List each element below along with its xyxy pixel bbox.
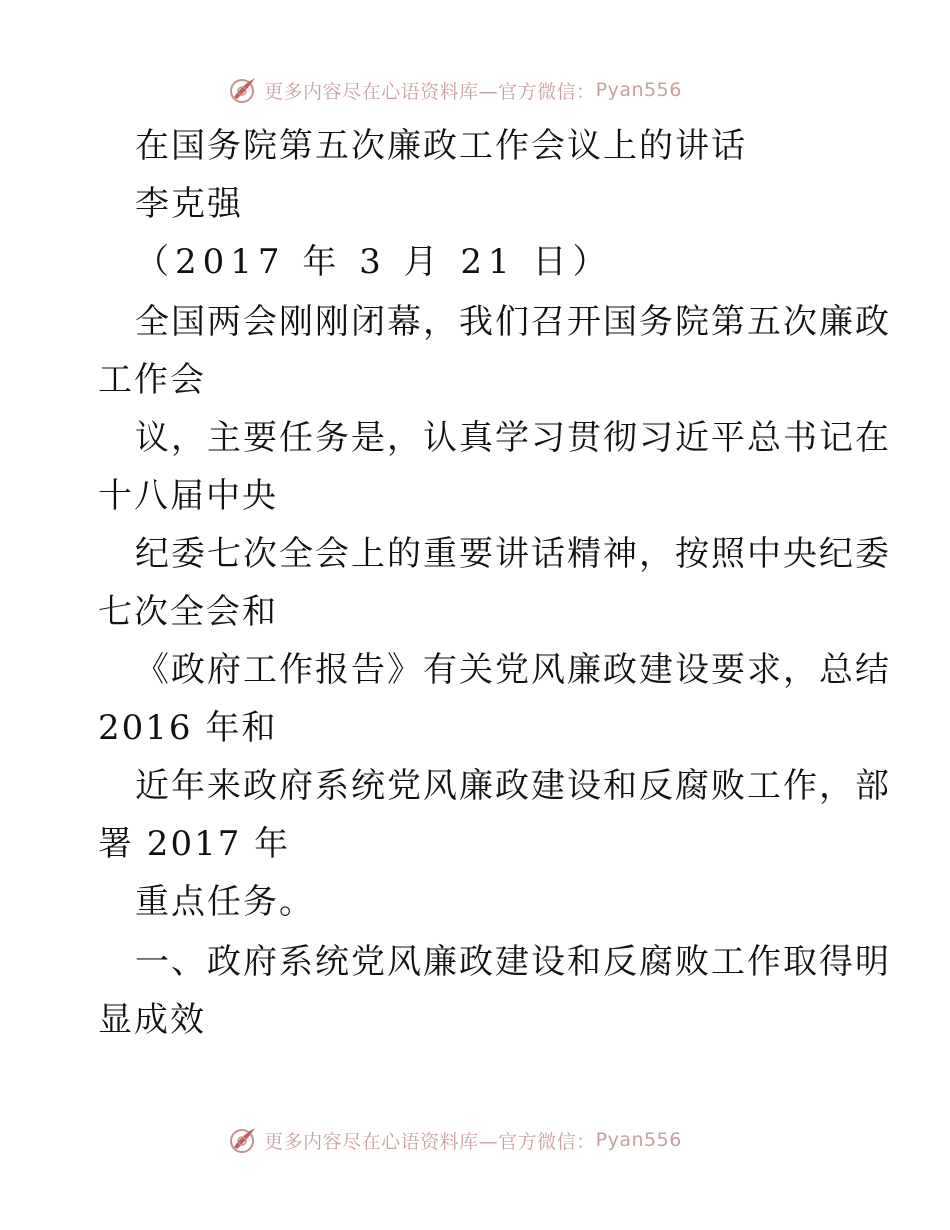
body-line: 重点任务。 (135, 882, 315, 922)
document-date: （2017 年 3 月 21 日） (135, 242, 613, 282)
footer-watermark (0, 1120, 950, 1160)
watermark-text: 更多内容尽在心语资料库—官方微信： (264, 80, 596, 103)
body-line: 七次全会和 (98, 592, 278, 632)
watermark-text: 更多内容尽在心语资料库—官方微信： (264, 1130, 596, 1153)
watermark-handle: Pyan556 (595, 1129, 682, 1151)
quill-logo-icon (228, 1125, 258, 1155)
body-line: 2016 年和 (98, 708, 278, 748)
section-heading: 一、政府系统党风廉政建设和反腐败工作取得明 (135, 942, 891, 982)
body-line: 十八届中央 (98, 476, 278, 516)
document-title: 在国务院第五次廉政工作会议上的讲话 (135, 126, 747, 166)
section-heading-continued: 显成效 (98, 1000, 206, 1040)
watermark-handle: Pyan556 (595, 79, 682, 101)
document-author: 李克强 (135, 184, 243, 224)
body-line: 议，主要任务是，认真学习贯彻习近平总书记在 (135, 418, 891, 458)
body-line: 全国两会刚刚闭幕，我们召开国务院第五次廉政 (135, 302, 891, 342)
body-line: 工作会 (98, 360, 206, 400)
body-line: 近年来政府系统党风廉政建设和反腐败工作，部 (135, 766, 891, 806)
body-line: 《政府工作报告》有关党风廉政建设要求，总结 (135, 650, 891, 690)
body-line: 纪委七次全会上的重要讲话精神，按照中央纪委 (135, 534, 891, 574)
body-line: 署 2017 年 (98, 824, 291, 864)
